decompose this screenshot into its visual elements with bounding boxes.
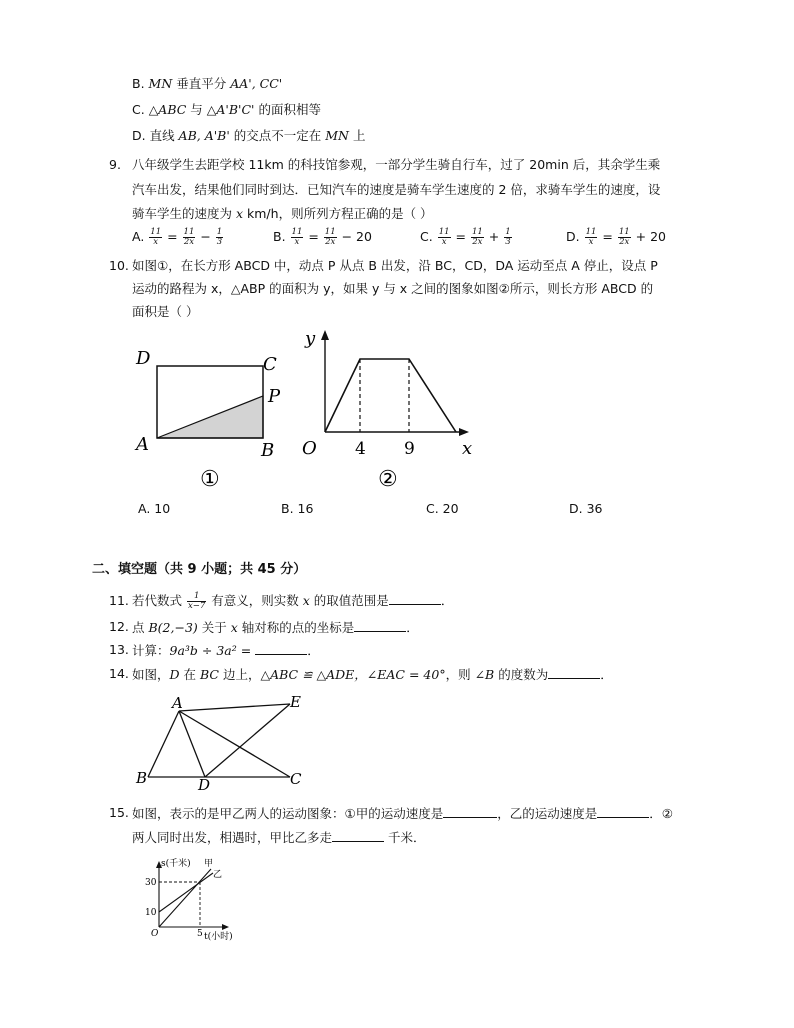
q9-option-d: D. $\frac{11}{x}$ = $\frac{11}{2x}$ + 20 xyxy=(566,227,666,247)
label-jia: 甲 xyxy=(204,859,214,869)
seg-ad xyxy=(179,711,205,777)
q12-answer-blank[interactable] xyxy=(354,619,406,632)
label-yi: 乙 xyxy=(213,870,223,880)
axis-t-arrow xyxy=(222,924,229,930)
q15-figure xyxy=(140,855,255,943)
q11-answer-blank[interactable] xyxy=(389,592,441,605)
q8-option-c: C. △ABC 与 △A'B'C' 的面积相等 xyxy=(132,102,321,117)
label-p: P xyxy=(268,386,281,407)
q10-option-b: B. 16 xyxy=(281,501,314,516)
label-e: E xyxy=(290,693,301,711)
q9-option-b: B. $\frac{11}{x}$ = $\frac{11}{2x}$ − 20 xyxy=(273,227,372,247)
line-jia xyxy=(159,869,211,927)
q13-number: 13. xyxy=(109,642,129,657)
q11-number: 11. xyxy=(109,593,129,608)
q8-option-d: D. 直线 AB, A'B' 的交点不一定在 MN 上 xyxy=(132,128,366,143)
q15-line-1: 如图，表示的是甲乙两人的运动图象：①甲的运动速度是 ，乙的运动速度是 ．② xyxy=(132,806,673,821)
label-c: C xyxy=(290,770,302,788)
q10-line-3: 面积是（ ） xyxy=(132,304,199,319)
q10-option-a: A. 10 xyxy=(138,501,171,516)
q9-option-c: C. $\frac{11}{x}$ = $\frac{11}{2x}$ + $\frac{1}{3}$ xyxy=(420,227,511,247)
q9-line-3: 骑车学生的速度为 x km/h，则所列方程正确的是（ ） xyxy=(132,206,433,221)
q12-number: 12. xyxy=(109,619,129,634)
q10-figure-1 xyxy=(130,340,290,490)
caption-2: ② xyxy=(378,467,398,490)
label-s: s(千米) xyxy=(161,859,191,869)
x-axis-arrow xyxy=(459,428,469,436)
trapezoid-graph xyxy=(325,359,456,432)
label-t: t(小时) xyxy=(204,932,233,942)
label-b: B xyxy=(136,769,148,787)
label-d: D xyxy=(136,348,151,369)
label-o: O xyxy=(302,438,317,459)
tick-4: 4 xyxy=(355,439,366,459)
tick-10: 10 xyxy=(145,908,157,918)
q8-option-b: B. MN 垂直平分 AA', CC' xyxy=(132,76,283,91)
y-axis-arrow xyxy=(321,330,329,340)
label-c: C xyxy=(263,354,277,375)
label-a: A xyxy=(136,434,149,455)
seg-ae xyxy=(179,704,290,711)
q11-text: 若代数式 $\frac{1}{x-7}$ 有意义，则实数 x 的取值范围是 ． xyxy=(132,591,454,611)
section-2-title: 二、填空题（共 9 小题；共 45 分） xyxy=(92,562,307,577)
q9-option-a: A. $\frac{11}{x}$ = $\frac{11}{2x}$ − $\frac{1}{3}$ xyxy=(132,227,223,247)
q10-figure-2 xyxy=(296,328,486,490)
q10-line-1: 如图①，在长方形 ABCD 中，动点 P 从点 B 出发，沿 BC，CD，DA 运动至点 A 停止，设点 P xyxy=(132,258,658,273)
label-d: D xyxy=(198,776,211,790)
line-yi xyxy=(159,873,213,912)
q9-line-1: 八年级学生去距学校 11km 的科技馆参观，一部分学生骑自行车，过了 20min 后，其余学生乘 xyxy=(132,157,661,172)
q9-number: 9. xyxy=(109,157,121,172)
shaded-triangle-abp xyxy=(157,396,263,438)
q13-answer-blank[interactable] xyxy=(255,642,307,655)
q15-line-2: 两人同时出发，相遇时，甲比乙多走 千米． xyxy=(132,830,426,845)
label-o: O xyxy=(151,929,159,939)
seg-ab xyxy=(148,711,179,777)
q12-text: 点 B(2,−3) 关于 x 轴对称的点的坐标是 ． xyxy=(132,620,419,635)
label-x: x xyxy=(462,438,473,459)
q13-text: 计算：9a³b ÷ 3a² = ． xyxy=(132,643,320,658)
caption-1: ① xyxy=(200,467,220,490)
q15-answer-blank-2[interactable] xyxy=(597,805,649,818)
q9-line-2: 汽车出发，结果他们同时到达．已知汽车的速度是骑车学生速度的 2 倍，求骑车学生的速度，设 xyxy=(132,182,661,197)
seg-ac xyxy=(179,711,290,777)
q14-number: 14. xyxy=(109,666,129,681)
label-b: B xyxy=(261,440,275,461)
q10-number: 10. xyxy=(109,258,129,273)
label-y: y xyxy=(305,328,316,349)
tick-9: 9 xyxy=(404,439,415,459)
q10-option-c: C. 20 xyxy=(426,501,459,516)
q14-figure xyxy=(132,692,312,790)
q10-line-2: 运动的路程为 x，△ABP 的面积为 y，如果 y 与 x 之间的图象如图②所示，则长方形 ABCD 的 xyxy=(132,281,654,296)
label-a: A xyxy=(172,694,183,712)
q15-number: 15. xyxy=(109,805,129,820)
q15-answer-blank-1[interactable] xyxy=(443,805,497,818)
seg-de xyxy=(205,704,290,777)
q14-answer-blank[interactable] xyxy=(548,666,600,679)
q14-text: 如图，D 在 BC 边上，△ABC ≌ △ADE，∠EAC = 40°，则 ∠B 的度数为 ． xyxy=(132,667,613,682)
q10-option-d: D. 36 xyxy=(569,501,603,516)
tick-30: 30 xyxy=(145,878,157,888)
q15-answer-blank-3[interactable] xyxy=(332,829,384,842)
tick-5: 5 xyxy=(197,929,203,939)
